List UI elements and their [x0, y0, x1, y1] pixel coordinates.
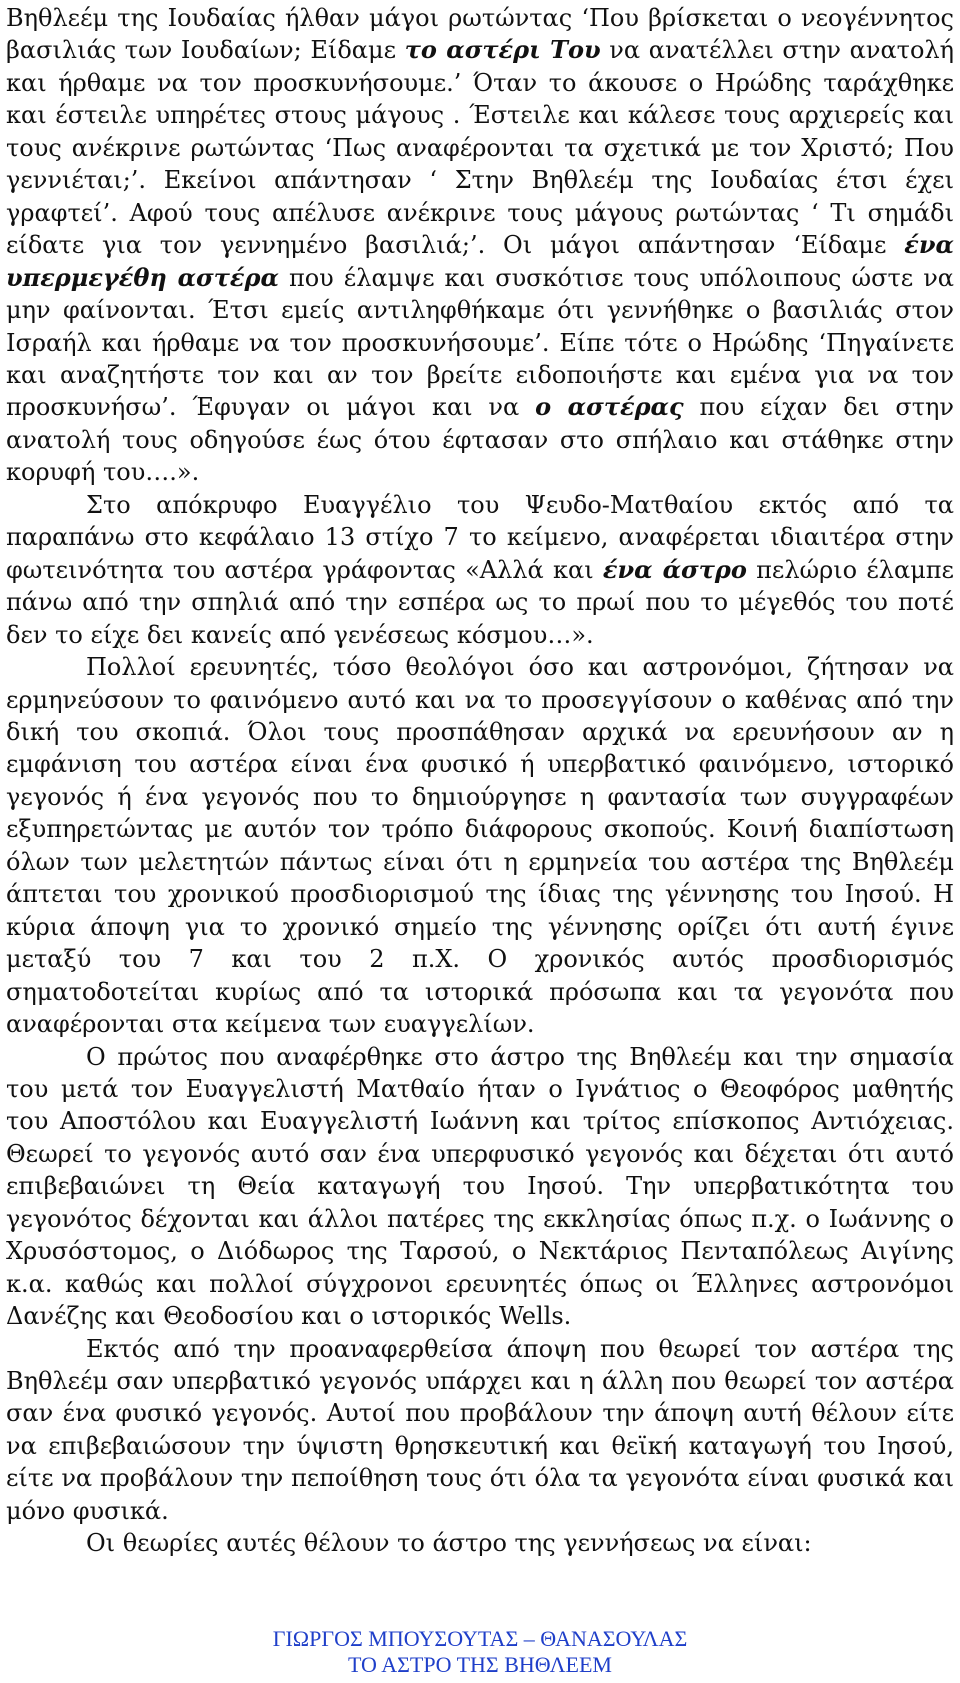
footer-title: ΤΟ ΑΣΤΡΟ ΤΗΣ ΒΗΘΛΕΕΜ — [348, 1652, 612, 1677]
text-run: που έλαμψε και συσκότισε τους υπόλοιπους ώστε να μην φαίνονται. Έτσι εμείς αντιληφθήκαμε ότι γεννήθηκε ο βασιλιάς στον Ισραήλ και ήρθαμε να τον προσκυνήσουμε’. Είπε τότε ο Ηρώδης ‘Πηγαίνετε και αναζητήστε τον και αν τον βρείτε ειδοποιήστε και εμένα για να τον προσκυνήσω’. Έφυγαν οι μάγοι και να — [6, 263, 954, 422]
paragraph — [6, 1333, 954, 1528]
text-run: Εκτός από την προαναφερθείσα άποψη που θεωρεί τον αστέρα της Βηθλεέμ σαν υπερβατικό γεγονός υπάρχει και η άλλη που θεωρεί τον αστέρα σαν ένα φυσικό γεγονός. Αυτοί που προβάλουν την άποψη αυτή θέλουν είτε να επιβεβαιώσουν την ύψιστη θρησκευτική και θεϊκή καταγωγή του Ιησού, είτε να προβάλουν την πεποίθηση τους ότι όλα τα γεγονότα είναι φυσικά και μόνο φυσικά. — [6, 1334, 954, 1525]
text-run: Βηθλεέμ της Ιουδαίας ήλθαν μάγοι ρωτώντας ‘Που βρίσκεται ο νεογέννητος βασιλιάς των Ιουδαίων; Είδαμε — [6, 4, 954, 65]
paragraph — [6, 1041, 954, 1333]
emphasis — [405, 35, 601, 64]
text-run: Στο απόκρυφο Ευαγγέλιο του Ψευδο-Ματθαίου εκτός από τα παραπάνω στο κεφάλαιο 13 στίχο 7 το κείμενο, αναφέρεται ιδιαιτέρα στην φωτεινότητα του αστέρα γράφοντας «Αλλά και — [6, 490, 954, 584]
paragraph — [6, 651, 954, 1040]
text-run: Ο πρώτος που αναφέρθηκε στο άστρο της Βηθλεέμ και την σημασία του μετά τον Ευαγγελιστή Ματθαίο ήταν ο Ιγνάτιος ο Θεοφόρος μαθητής του Αποστόλου και Ευαγγελιστή Ιωάννη και τρίτος επίσκοπος Αντιόχειας. Θεωρεί το γεγονός αυτό σαν ένα υπερφυσικό γεγονός και δέχεται ότι αυτό επιβεβαιώνει τη Θεία καταγωγή του Ιησού. Την υπερβατικότητα του γεγονότος δέχονται και άλλοι πατέρες της εκκλησίας όπως π.χ. ο Ιωάννης ο Χρυσόστομος, ο Διόδωρος της Ταρσού, ο Νεκτάριος Πενταπόλεως Αιγίνης κ.α. καθώς και πολλοί σύγχρονοι ερευνητές όπως οι Έλληνες αστρονόμοι Δανέζης και Θεοδοσίου και ο ιστορικός Wells. — [6, 1042, 954, 1331]
footer-authors: ΓΙΩΡΓΟΣ ΜΠΟΥΣΟΥΤΑΣ – ΘΑΝΑΣΟΥΛΑΣ — [272, 1626, 688, 1651]
paragraph — [6, 489, 954, 651]
text-run: Πολλοί ερευνητές, τόσο θεολόγοι όσο και αστρονόμοι, ζήτησαν να ερμηνεύσουν το φαινόμενο αυτό και να το προσεγγίσουν ο καθένας από την δική του σκοπιά. Όλοι τους προσπάθησαν αρχικά να ερευνήσουν αν η εμφάνιση του αστέρα είναι ένα φυσικό ή υπερβατικό φαινόμενο, ιστορικό γεγονός ή ένα γεγονός που το δημιούργησε η φαντασία των συγγραφέων εξυπηρετώντας με αυτόν τον τρόπο διάφορους σκοπούς. Κοινή διαπίστωση όλων των μελετητών πάντως είναι ότι η ερμηνεία του αστέρα της Βηθλεέμ άπτεται του χρονικού προσδιορισμού της ίδιας της γέννησης του Ιησού. Η κύρια άποψη για το χρονικό σημείο της γέννησης ορίζει ότι αυτή έγινε μεταξύ του 7 και του 2 π.Χ. Ο χρονικός αυτός προσδιορισμός σηματοδοτείται κυρίως από τα ιστορικά πρόσωπα και τα γεγονότα που αναφέρονται στα κείμενα των ευαγγελίων. — [6, 653, 954, 1039]
emphasis-text: ο αστέρας — [535, 392, 684, 422]
body-text — [6, 2, 954, 1560]
emphasis — [603, 555, 747, 584]
page-footer — [0, 1626, 960, 1678]
text-run: που είχαν δει στην ανατολή τους οδηγούσε έως ότου έφτασαν στο σπήλαιο και στάθηκε στην κορυφή του….». — [6, 393, 954, 487]
emphasis-text: το αστέρι Του — [404, 35, 601, 65]
paragraph — [6, 2, 954, 489]
paragraph — [6, 1527, 954, 1559]
text-run: Οι θεωρίες αυτές θέλουν το άστρο της γεννήσεως να είναι: — [86, 1529, 812, 1558]
text-run: να ανατέλλει στην ανατολή και ήρθαμε να τον προσκυνήσουμε.’ Όταν το άκουσε ο Ηρώδης ταράχθηκε και έστειλε υπηρέτες στους μάγους . Έστειλε και κάλεσε τους αρχιερείς και τους ανέκρινε ρωτώντας ‘Πως αναφέρονται τα σχετικά με τον Χριστό; Που γεννιέται;’. Εκείνοι απάντησαν ‘ Στην Βηθλεέμ της Ιουδαίας έτσι έχει γραφτεί’. Αφού τους απέλυσε ανέκρινε τους μάγους ρωτώντας ‘ Τι σημάδι είδατε για τον γεννημένο βασιλιά;’. Οι μάγοι απάντησαν ‘Είδαμε — [6, 36, 954, 260]
emphasis-text: ένα υπερμεγέθη αστέρα — [6, 230, 954, 292]
emphasis-text: ένα άστρο — [602, 554, 747, 584]
emphasis — [535, 392, 684, 421]
text-run: πελώριο έλαμπε πάνω από την σπηλιά από την εσπέρα ως το πρωί που το μέγεθός του ποτέ δεν το είχε δει κανείς από γενέσεως κόσμου…». — [6, 555, 954, 649]
